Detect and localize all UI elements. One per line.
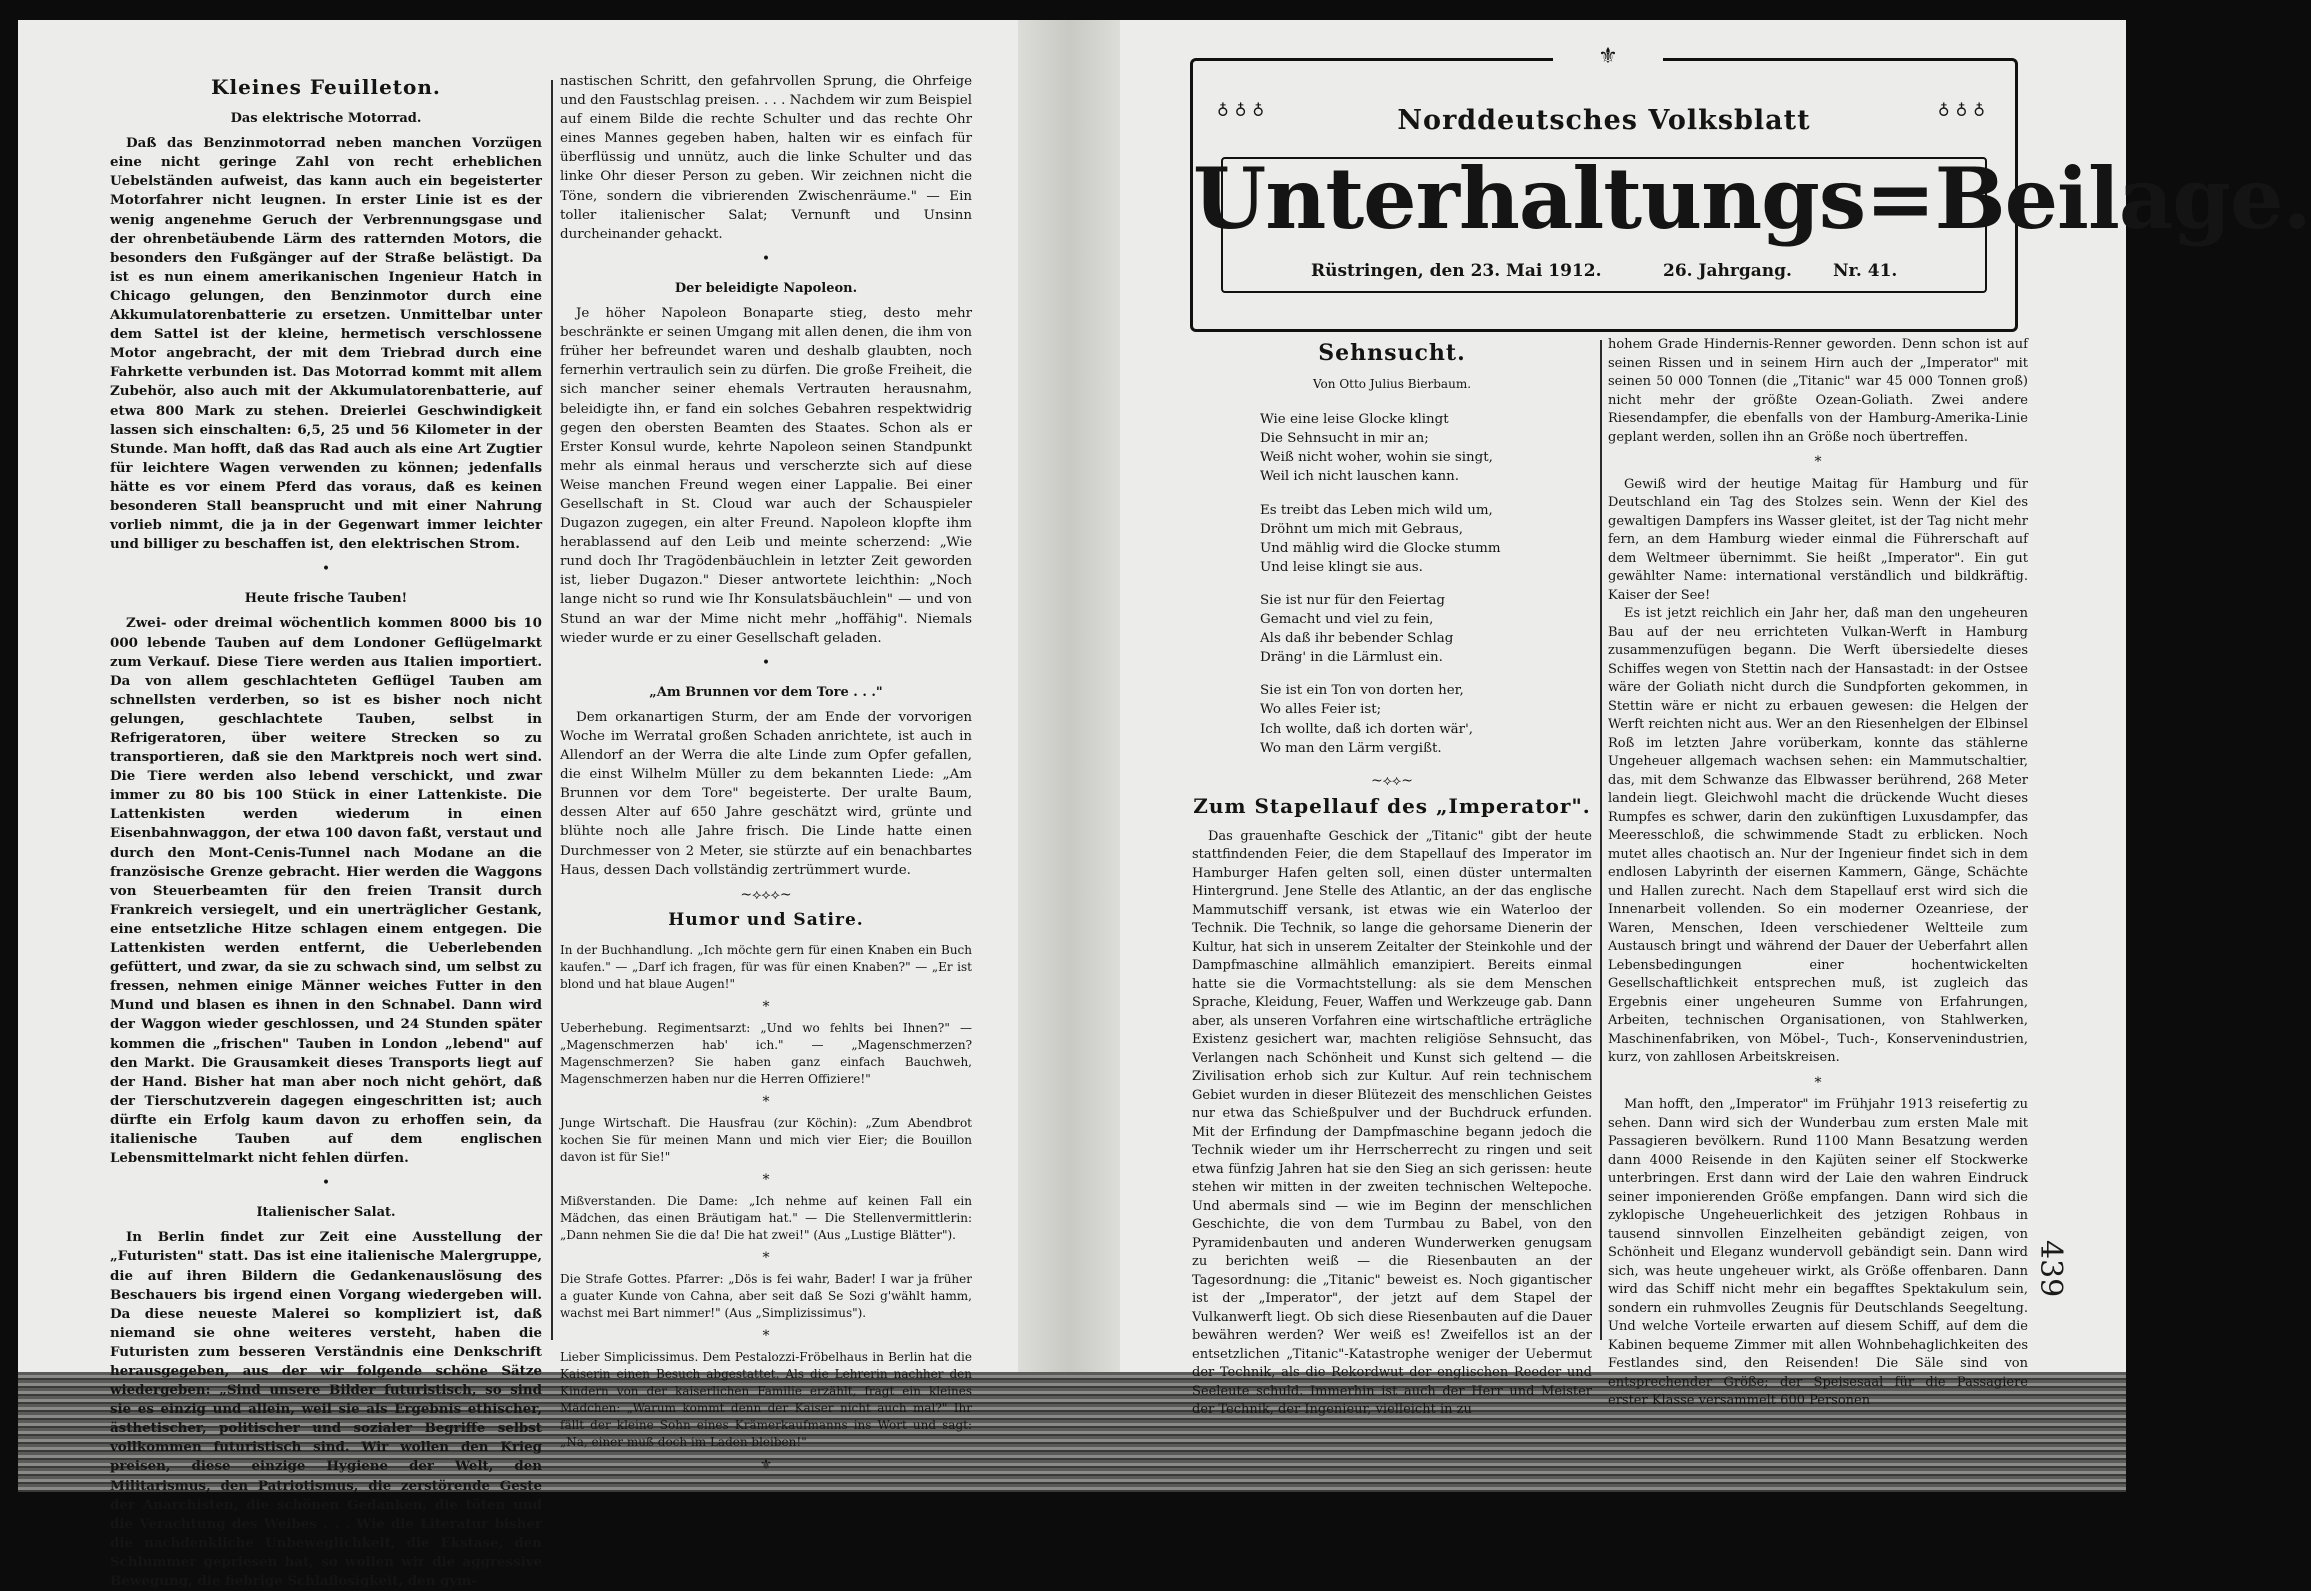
volume: 26. Jahrgang. <box>1663 261 1792 281</box>
ornament-divider: ~⟡⟡~ <box>1371 772 1413 789</box>
column-rule <box>551 80 553 1340</box>
lamp-ornament-right: ♁♁♁ <box>1937 99 1991 118</box>
article-text: Je höher Napoleon Bonaparte stieg, desto mehr beschränkte er seinen Umgang mit allen denen, die ihm von früher her befreundet waren und deshalb glaubten, noch fernerhin vertraulich sein zu dürfen. Die große Freiheit, die sich mancher seiner ehemals Vertrauten herausnahm, beleidigte ihn, er fand ein solches Gebahren respektwidrig gegen den obersten Beamten des Staates. Schon als er Erster Konsul wurde, kehrte Napoleon seinen Standpunkt mehr als einmal heraus und verscherzte sich auf diese Weise manchen Freund wegen einer Lappalie. Bei einer Gesellschaft in St. Cloud war auch der Schauspieler Dugazon zugegen, ein alter Freund. Napoleon klopfte ihm herablassend auf den Leib und meinte scherzend: „Wie rund doch Ihr Tragödenbäuchlein in letzter Zeit geworden ist, lieber Dugazon." Dieser antwortete leichthin: „Noch lange nicht so rund wie Ihr Konsulatsbäuchlein" — und von Stund an war der Mime nicht mehr „hoffähig". Niemals wieder wurde er zu einer Gesellschaft geladen. <box>560 306 972 646</box>
article-text: Gewiß wird der heutige Maitag für Hamburg und für Deutschland ein Tag des Stolzes sein. Wenn der Kiel des gewaltigen Dampfers ins Wasser gleitet, ist der Tag nicht mehr fern, an dem Hamburg wieder einmal die Führerschaft auf dem Weltmeer übernimmt. Sie heißt „Imperator". Ein gut gewählter Name: international verständlich und bildkräftig. Kaiser der See! <box>1608 476 2028 603</box>
supplement-title: Unterhaltungs=Beilage. <box>1193 149 2311 248</box>
poem-line: Gemacht und viel zu fein, <box>1260 612 1434 628</box>
poem-line: Weiß nicht woher, wohin sie singt, <box>1260 450 1493 466</box>
poem-line: Die Sehnsucht in mir an; <box>1260 431 1429 447</box>
feuilleton-heading: Kleines Feuilleton. <box>211 75 441 99</box>
anecdote-text: Mißverstanden. Die Dame: „Ich nehme auf keinen Fall ein Mädchen, das einen Bräutigam hat." — Die Stellenvermittlerin: „Dann nehmen Sie die da! Die hat zwei!" (Aus „Lustige Blätter"). <box>560 1193 972 1242</box>
article-text: Man hofft, den „Imperator" im Frühjahr 1913 reisefertig zu sehen. Dann wird sich der Wunderbau zum ersten Male mit Passagieren bevölkern. Rund 1100 Mann Besatzung werden dann 4000 Reisende in den Kajüten seiner elf Stockwerke unterbringen. Erst dann wird der Laie den wahren Eindruck seiner imponierenden Größe empfangen. Dann wird sich die zyklopische Ungeheuerlichkeit des jetzigen Rohbaus in tausend sinnvollen Einzelheiten gebändigt zeigen, von Schönheit und Eleganz wundervoll gebändigt sein. Dann wird sich, was heute ungeheuer wirkt, als Größe offenbaren. Dann wird das Schiff nicht mehr ein begafftes Spektakulum sein, sondern ein ruhmvolles Zeugnis für Deutschlands Seegeltung. Und welche Vorteile erwarten auf diesem Schiff, auf dem die Kabinen bequeme Zimmer mit allen Wohnbehaglichkeiten des Festlandes sind, den Reisenden! Die Säle sind von entsprechender Größe; der Speisesaal für die Passagiere erster Klasse versammelt 600 Personen <box>1608 1097 2028 1408</box>
poem-line: Sie ist ein Ton von dorten her, <box>1260 683 1464 699</box>
article-title: Der beleidigte Napoleon. <box>674 280 858 296</box>
poem-stanza <box>1260 410 1592 486</box>
article-title: Heute frische Tauben! <box>244 591 408 607</box>
poem-line: Dröhnt um mich mit Gebraus, <box>1260 521 1463 537</box>
article-text: Dem orkanartigen Sturm, der am Ende der vorvorigen Woche im Werratal großen Schaden anrichtete, ist auch in Allendorf an der Werra die alte Linde zum Opfer gefallen, die einst Wilhelm Müller zu dem bekannten Liede: „Am Brunnen vor dem Tore" begeisterte. Der uralte Baum, dessen Alter auf 650 Jahre geschätzt wird, grünte und blühte noch alle Jahre frisch. Die Linde hatte einen Durchmesser von 2 Meter, sie stürzte auf ein benachbartes Haus, dessen Dach vollständig zertrümmert wurde. <box>560 709 972 878</box>
separator-star: * <box>1814 454 1822 470</box>
ornament-divider: ~⟡⟡⟡~ <box>740 886 792 903</box>
separator-dot: • <box>321 1175 331 1192</box>
left-column-1 <box>110 72 542 1590</box>
column-rule <box>1600 340 1602 1340</box>
poem-stanza <box>1260 681 1592 757</box>
left-column-2 <box>560 72 972 1473</box>
separator-dot: • <box>761 250 771 267</box>
issue-number: Nr. 41. <box>1833 261 1898 281</box>
poem-line: Wo alles Feier ist; <box>1260 702 1382 718</box>
article-title: „Am Brunnen vor dem Tore . . ." <box>649 684 883 700</box>
poem-line: Ich wollte, daß ich dorten wär', <box>1260 721 1474 737</box>
article-text: Daß das Benzinmotorrad neben manchen Vorzügen eine nicht geringe Zahl von recht erheblichen Uebelständen aufweist, das kann auch ein begeisterter Motorfahrer nicht leugnen. In erster Linie ist es der wenig angenehme Geruch der Verbrennungsgase und der ohrenbetäubende Lärm des ratternden Motors, die besonders den Fußgänger auf der Straße belästigt. Da ist es nun einem amerikanischen Ingenieur Hatch in Chicago gelungen, den Benzinmotor durch eine Akkumulatorenbatterie zu ersetzen. Unmittelbar unter dem Sattel ist der kleine, hermetisch verschlossene Motor angebracht, der mit dem Triebrad durch eine Fahrkette verbunden ist. Das Motorrad kommt mit allem Zubehör, also auch mit der Akkumulatorenbatterie, auf etwa 800 Mark zu stehen. Dreierlei Geschwindigkeit lassen sich einschalten: 6,5, 25 und 56 Kilometer in der Stunde. Man hofft, daß das Rad auch als eine Art Zugtier für leichtere Wagen verwenden zu können; jedenfalls hätte es vor einem Pferd das voraus, daß es keinen besonderen Stall beansprucht und mit einer Nahrung vorlieb nimmt, die ja in der Gegenwart immer leichter und billiger zu beschaffen ist, den elektrischen Strom. <box>110 135 542 553</box>
article-text: Es ist jetzt reichlich ein Jahr her, daß man den ungeheuren Bau auf der neu errichteten Vulkan-Werft in Hamburg zusammenzufügen begann. Die Werft übersiedelte dieses Schiffes wegen von Stettin nach der Hansastadt: in der Ostsee wäre der Goliath nicht durch die Sundpforten gekommen, in Stettin wäre er nicht zu erbauen gewesen: die Helgen der Werft reichten nicht aus. Wer an den Riesenhelgen der Elbinsel Roß im letzten Jahre vorüberkam, konnte das stählerne Ungeheuer allgemach wachsen sehen: ein Mammutschaltier, das, mit dem Schwanze das Elbwasser berührend, 268 Meter landein liegt. Gleichwohl macht die drückende Wucht dieses Rumpfes es schwer, darin den zukünftigen Luxusdampfer, das Meeresschloß, die schwimmende Stadt zu erblicken. Noch mutet alles chaotisch an. Nur der Ingenieur findet sich in dem endlosen Labyrinth der eisernen Kammern, Gänge, Schächte und Hallen zurecht. Nach dem Stapellauf erst wird sich die Innenarbeit vollenden. So ein moderner Ozeanriese, der Waren, Menschen, Ideen verschiedener Weltteile zum Austausch bringt und während der Dauer der Ueberfahrt allen Lebensbedingungen einer hochentwickelten Gesellschaftlichkeit entsprechen muß, ist zugleich das Ergebnis einer ungeheuren Summe von Erfahrungen, Arbeiten, technischen Organisationen, von Stahlwerken, Maschinenfabriken, von Möbel-, Tuch-, Konservenindustrien, kurz, von zahllosen Arbeitskreisen. <box>1608 606 2028 1065</box>
poem-line: Als daß ihr bebender Schlag <box>1260 631 1454 647</box>
publisher-name: Norddeutsches Volksblatt <box>1397 105 1811 136</box>
poem-stanza <box>1260 501 1592 577</box>
poem-line: Und mählig wird die Glocke stumm <box>1260 540 1501 556</box>
poem-line: Dräng' in die Lärmlust ein. <box>1260 650 1443 666</box>
poem-line: Es treibt das Leben mich wild um, <box>1260 502 1493 518</box>
place-date: Rüstringen, den 23. Mai 1912. <box>1311 261 1602 281</box>
separator-star: * <box>762 1093 770 1110</box>
poem-line: Wie eine leise Glocke klingt <box>1260 412 1449 428</box>
right-column-1 <box>1192 336 1592 1418</box>
book-spine <box>1018 20 1120 1372</box>
poem <box>1192 410 1592 758</box>
poem-line: Sie ist nur für den Feiertag <box>1260 592 1445 608</box>
lamp-ornament-left: ♁♁♁ <box>1217 99 1271 118</box>
article-text: In Berlin findet zur Zeit eine Ausstellung der „Futuristen" statt. Das ist eine italienische Malergruppe, die auf ihren Bildern die Gedankenauslösung des Beschauers bis irgend einen Vorgang wiedergeben will. Da diese neueste Malerei so kompliziert ist, daß niemand sie ohne weiteres versteht, haben die Futuristen zum besseren Verständnis eine Denkschrift herausgegeben, aus der wir folgende schöne Sätze wiedergeben: „Sind unsere Bilder futuristisch, so sind sie es einzig und allein, weil sie als Ergebnis ethischer, ästhetischer, politischer und sozialer Begriffe selbst vollkommen futuristisch sind. Wir wollen den Krieg preisen, diese einzige Hygiene der Welt, den Militarismus, den Patriotismus, die zerstörende Geste der Anarchisten, die schönen Gedanken, die töten und die Verachtung des Weibes . . . Wie die Literatur bisher die nachdenkliche Unbeweglichkeit, die Ekstase, den Schlummer gepriesen hat, so wollen wir die aggressive Bewegung, die fiebrige Schlaflosigkeit, den gym- <box>110 1229 542 1590</box>
article-text: Zwei- oder dreimal wöchentlich kommen 8000 bis 10 000 lebende Tauben auf dem Londoner Geflügelmarkt zum Verkauf. Diese Tiere werden aus Italien importiert. Da von allem geschlachteten Geflügel Tauben am schnellsten verderben, so ist es bisher noch nicht gelungen, geschlachtete Tauben, selbst in Refrigeratoren, über weitere Strecken so zu transportieren, daß sie den Marktpreis noch wert sind. Die Tiere werden also lebend verschickt, und zwar immer zu 80 bis 100 Stück in einer Lattenkiste. Die Lattenkisten werden wiederum in einen Eisenbahnwaggon, der etwa 100 davon faßt, verstaut und durch den Mont-Cenis-Tunnel nach Modane an die französische Grenze gebracht. Hier werden die Waggons von Steuerbeamten für den freien Transit durch Frankreich versiegelt, und ein unerträglicher Gestank, eine entsetzliche Hitze schlagen einem entgegen. Die Lattenkisten werden entfernt, die Ueberlebenden gefüttert, und zwar, da sie zu schwach sind, um selbst zu fressen, nehmen einige Männer weiches Futter in den Mund und blasen es ihnen in den Schnabel. Dann wird der Waggon wieder geschlossen, und 24 Stunden später kommen die „frischen" Tauben in London „lebend" auf den Markt. Die Grausamkeit dieses Transports liegt auf der Hand. Bisher hat man aber noch nicht gehört, daß der Tierschutzverein dagegen eingeschritten ist; auch dürfte ein Erfolg kaum davon zu erhoffen sein, da italienische Tauben auf dem englischen Lebensmittelmarkt nicht fehlen dürfen. <box>110 615 542 1167</box>
poem-title: Sehnsucht. <box>1318 340 1466 366</box>
poem-line: Wo man den Lärm vergißt. <box>1260 740 1442 756</box>
anecdote-text: Lieber Simplicissimus. Dem Pestalozzi-Fröbelhaus in Berlin hat die Kaiserin einen Besuch abgestattet. Als die Lehrerin nachher den Kindern von der kaiserlichen Familie erzählt, fragt ein kleines Mädchen: „Warum kommt denn der Kaiser nicht auch mal?" Ihr fällt der kleine Sohn eines Krämerkaufmanns ins Wort und sagt: „Na, einer muß doch im Laden bleiben!" <box>560 1349 972 1449</box>
poem-stanza <box>1260 591 1592 667</box>
separator-dot: • <box>321 561 331 578</box>
poem-line: Und leise klingt sie aus. <box>1260 559 1423 575</box>
masthead <box>1190 44 2311 332</box>
separator-star: * <box>1814 1074 1822 1091</box>
separator-dot: • <box>761 654 771 671</box>
anecdote-text: Junge Wirtschaft. Die Hausfrau (zur Köchin): „Zum Abendbrot kochen Sie für meinen Mann und mich vier Eier; die Bouillon davon ist für Sie!" <box>560 1115 972 1164</box>
separator-star: * <box>762 1249 770 1266</box>
article-text: hohem Grade Hindernis-Renner geworden. Denn schon ist auf seinen Rissen und in seinem Hirn auch der „Imperator" mit seinen 50 000 Tonnen (die „Titanic" war 45 000 Tonnen groß) nicht mehr der größte Ozean-Goliath. Zwei andere Riesendampfer, die ebenfalls von der Hamburg-Amerika-Linie geplant werden, sollen ihn an Größe noch übertreffen. <box>1608 337 2028 445</box>
masthead-ornament: ⚜ <box>1553 45 1663 69</box>
poem-line: Weil ich nicht lauschen kann. <box>1260 469 1460 485</box>
separator-star: * <box>762 998 770 1015</box>
article-title: Das elektrische Motorrad. <box>230 111 422 127</box>
separator-star: * <box>762 1171 770 1188</box>
stapellauf-title: Zum Stapellauf des „Imperator". <box>1193 793 1591 818</box>
humor-heading: Humor und Satire. <box>668 909 864 930</box>
anecdote-text: Ueberhebung. Regimentsarzt: „Und wo fehlts bei Ihnen?" — „Magenschmerzen hab' ich." — „Magenschmerzen? Magenschmerzen? Sie haben ganz einfach Bauchweh, Magenschmerzen haben nur die Herren Offiziere!" <box>560 1020 972 1086</box>
anecdote-text: In der Buchhandlung. „Ich möchte gern für einen Knaben ein Buch kaufen." — „Darf ich fragen, für was für einen Knaben?" — „Er ist blond und hat blaue Augen!" <box>560 942 972 991</box>
separator-star: * <box>762 1327 770 1344</box>
article-text: nastischen Schritt, den gefahrvollen Sprung, die Ohrfeige und den Faustschlag preisen. . . . Nachdem wir zum Beispiel auf einem Bilde die rechte Schulter und das rechte Ohr eines Mannes gegeben haben, halten wir es einfach für überflüssig und unnütz, auch die linke Schulter und das linke Ohr dieser Person zu geben. Wir zeichnen nicht die Töne, sondern die vibrierenden Zwischenräume." — Ein toller italienischer Salat; Vernunft und Unsinn durcheinander gehackt. <box>560 74 972 242</box>
poem-author: Von Otto Julius Bierbaum. <box>1312 377 1472 392</box>
right-column-2 <box>1608 336 2028 1408</box>
ornament-end: ⚜ <box>759 1456 773 1473</box>
page-number: 439 <box>2033 1240 2068 1298</box>
article-text: Das grauenhafte Geschick der „Titanic" gibt der heute stattfindenden Feier, die dem Stapellauf des Imperator im Hamburger Hafen gelten soll, einen düster untermalten Hintergrund. Jene Stelle des Atlantic, an der das englische Mammutschiff versank, ist etwas wie ein Waterloo der Technik. Die Technik, so lange die gehorsame Dienerin der Kultur, hat sich in unserem Zeitalter der Steinkohle und der Dampfmaschine allmählich emanzipiert. Bereits einmal hatte sie die Vormachtstellung: als sie dem Menschen Sprache, Kleidung, Feuer, Waffen und Werkzeuge gab. Dann aber, als unseren Vorfahren eine wirtschaftliche erträgliche Existenz gesichert war, machten religiöse Sehnsucht, das Verlangen nach Schönheit und Kunst sich geltend — die Zivilisation erhob sich zur Kultur. Auf rein technischem Gebiet wurden in dieser Blütezeit des menschlichen Geistes nur etwa das Schießpulver und der Buchdruck erfunden. Mit der Erfindung der Dampfmaschine begann jedoch die Technik wieder um ihr Herrscherrecht zu ringen und seit etwa fünfzig Jahren hat sie den Sieg an sich gerissen: heute stehen wir mitten in der zweiten technischen Weltepoche. Und abermals sind — wie im Beginn der menschlichen Geschichte, die von dem Turmbau zu Babel, von den Pyramidenbauten und anderen Wunderwerken genugsam zu berichten weiß — die Riesenbauten an der Tagesordnung: die „Titanic" beweist es. Noch gigantischer ist der „Imperator", der jetzt auf dem Stapel der Vulkanwerft liegt. Ob sich diese Riesenbauten auf die Dauer bewähren werden? Wer weiß es! Zweifellos ist an der entsetzlichen „Titanic"-Katastrophe weniger der Uebermut der Technik, als die Rekordwut der englischen Reeder und Seeleute schuld. Immerhin ist auch der Herr und Meister der Technik, der Ingenieur, vielleicht in zu <box>1192 828 1592 1418</box>
article-title: Italienischer Salat. <box>256 1205 396 1221</box>
anecdote-text: Die Strafe Gottes. Pfarrer: „Dös is fei wahr, Bader! I war ja früher a guater Kunde von Cahna, aber seit daß Se Sozi g'wählt hamm, wachst mei Bart nimmer!" (Aus „Simplizissimus"). <box>560 1271 972 1320</box>
